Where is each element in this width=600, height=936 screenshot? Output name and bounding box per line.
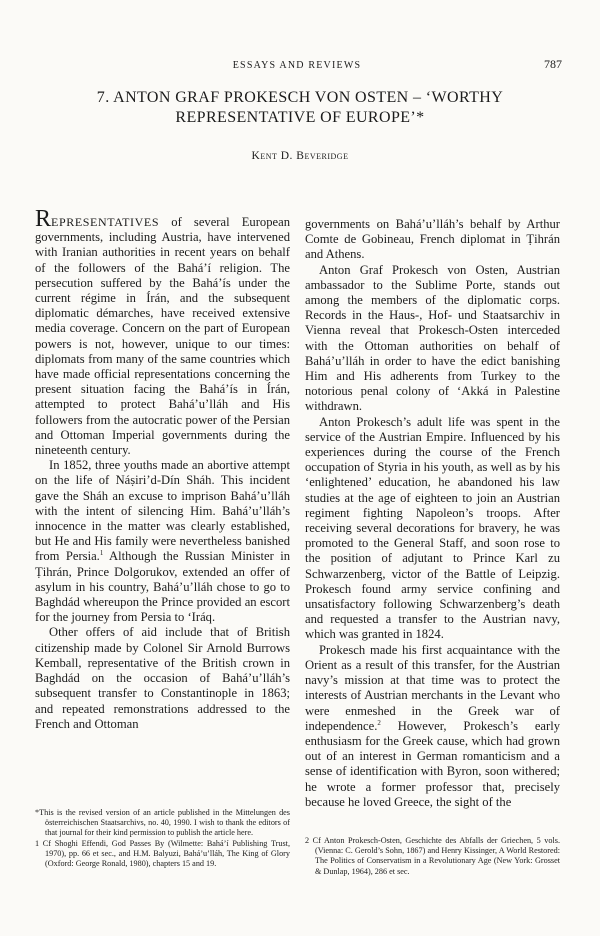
paragraph (305, 643, 560, 810)
footnote-2: 2 Cf Anton Prokesch-Osten, Geschichte des Abfalls der Griechen, 5 vols. (Vienna: C. Gerold’s Sohn, 1867) and Henry Kissinger, A World Restored: The Politics of Conservatism in a Revolutionary Age (New York: Grosset & Dunlap, 1964), 286 et sec. (305, 836, 560, 876)
paragraph-text: of several European governments, including Austria, have intervened with Iranian authorities in recent years on behalf of the followers of the Bahá’í religion. The persecution suffered by the Bahá’ís under the current régime in Írán, and the subsequent diplomatic démarches, have received extensive media coverage. Concern on the part of European powers is not, however, unique to our times: diplomats from many of the same countries which have made official representations concerning the present situation facing the Bahá’ís in Írán, attempted to protect Bahá’u’lláh and His followers from the autocratic power of the Persian and Ottoman Imperial governments during the nineteenth century. (35, 215, 290, 458)
title-line-1: 7. ANTON GRAF PROKESCH VON OSTEN – ‘WORTHY (96, 89, 504, 106)
paragraph: Anton Graf Prokesch von Osten, Austrian ambassador to the Sublime Porte, stands out among the members of the diplomatic corps. Records in the Haus-, Hof- und Staatsarchiv in Vienna reveal that Prokesch-Osten interceded with the Ottoman authorities on behalf of Bahá’u’lláh in order to have the edict banishing Him and His adherents from Turkey to the notorious penal colony of ‘Akká in Palestine withdrawn. (305, 262, 560, 414)
paragraph-text: In 1852, three youths made an abortive attempt on the life of Náṣiri’d-Dín Sháh. This incident gave the Sháh an excuse to imprison Bahá’u’lláh with the intent of silencing Him. Bahá’u’lláh’s innocence in the matter was clearly established, but He and His family were nevertheless banished from Persia. (35, 458, 290, 564)
drop-cap: R (35, 206, 52, 232)
article-title (40, 88, 560, 128)
author-byline: Kent D. Beveridge (251, 150, 349, 162)
footnote-marker[interactable]: 1 (99, 549, 104, 558)
paragraph (35, 458, 290, 625)
footnotes-right (305, 836, 560, 877)
right-column (305, 217, 560, 810)
lead-word: EPRESENTATIVES (51, 215, 160, 229)
page-header (32, 57, 562, 76)
footnote-marker[interactable]: 2 (377, 718, 381, 727)
paragraph-text: However, Prokesch’s early enthusiasm for the Greek cause, which had grown out of an interest in German romanticism and a sense of identification with Byron, soon withered; he wrote a former professor that, precisely because he loved Greece, the sight of the (305, 718, 560, 809)
title-line-2: REPRESENTATIVE OF EUROPE’* (175, 109, 425, 126)
paragraph (35, 206, 290, 458)
left-column (35, 206, 290, 732)
paragraph: Other offers of aid include that of British citizenship made by Colonel Sir Arnold Burrows Kemball, representative of the British crown in Baghdád on the occasion of Bahá’u’lláh’s subsequent transfer to Constantinople in 1863; and repeated remonstrations addressed to the French and Ottoman (35, 625, 290, 731)
running-head: ESSAYS AND REVIEWS (232, 60, 362, 71)
paragraph: governments on Bahá’u’lláh’s behalf by Arthur Comte de Gobineau, French diplomat in Ṭihrán and Athens. (305, 217, 560, 262)
footnotes-left (35, 808, 290, 869)
footnote-star: *This is the revised version of an article published in the Mittelungen des österreichischen Staatsarchivs, no. 40, 1990. I wish to thank the editors of that journal for their kind permission to publish the article here. (35, 808, 290, 838)
page-number: 787 (544, 57, 562, 71)
paragraph-text: Prokesch made his first acquaintance with the Orient as a result of this transfer, for the Austrian navy’s mission at that time was to protect the interests of Austrian merchants in the Levant who were enmeshed in the Greek war of independence. (305, 642, 560, 733)
footnote-1: 1 Cf Shoghi Effendi, God Passes By (Wilmette: Bahá’í Publishing Trust, 1970), pp. 66 et sec., and H.M. Balyuzi, Bahá’u’lláh, The King of Glory (Oxford: George Ronald, 1980), chapters 15 and 19. (35, 838, 290, 869)
paragraph-text: Although the Russian Minister in Ṭihrán, Prince Dolgorukov, extended an offer of asylum in his country, Bahá’u’lláh chose to go to Baghdád whereupon the Prince provided an escort for the journey from Persia to ‘Iráq. (35, 549, 290, 625)
paragraph: Anton Prokesch’s adult life was spent in the service of the Austrian Empire. Influenced by his experiences during the course of the French occupation of Styria in his youth, as well as by his ‘enlightened’ education, he abandoned his law studies at the age of eighteen to join an Austrian regiment fighting Napoleon’s troops. After receiving several decorations for bravery, he was promoted to the General Staff, and soon rose to the position of adjutant to Prince Karl zu Schwarzenberg, victor of the Battle of Leipzig. Prokesch found army service confining and unsatisfactory following Schwarzenberg’s death and requested a transfer to the Austrian navy, which was granted in 1824. (305, 414, 560, 642)
